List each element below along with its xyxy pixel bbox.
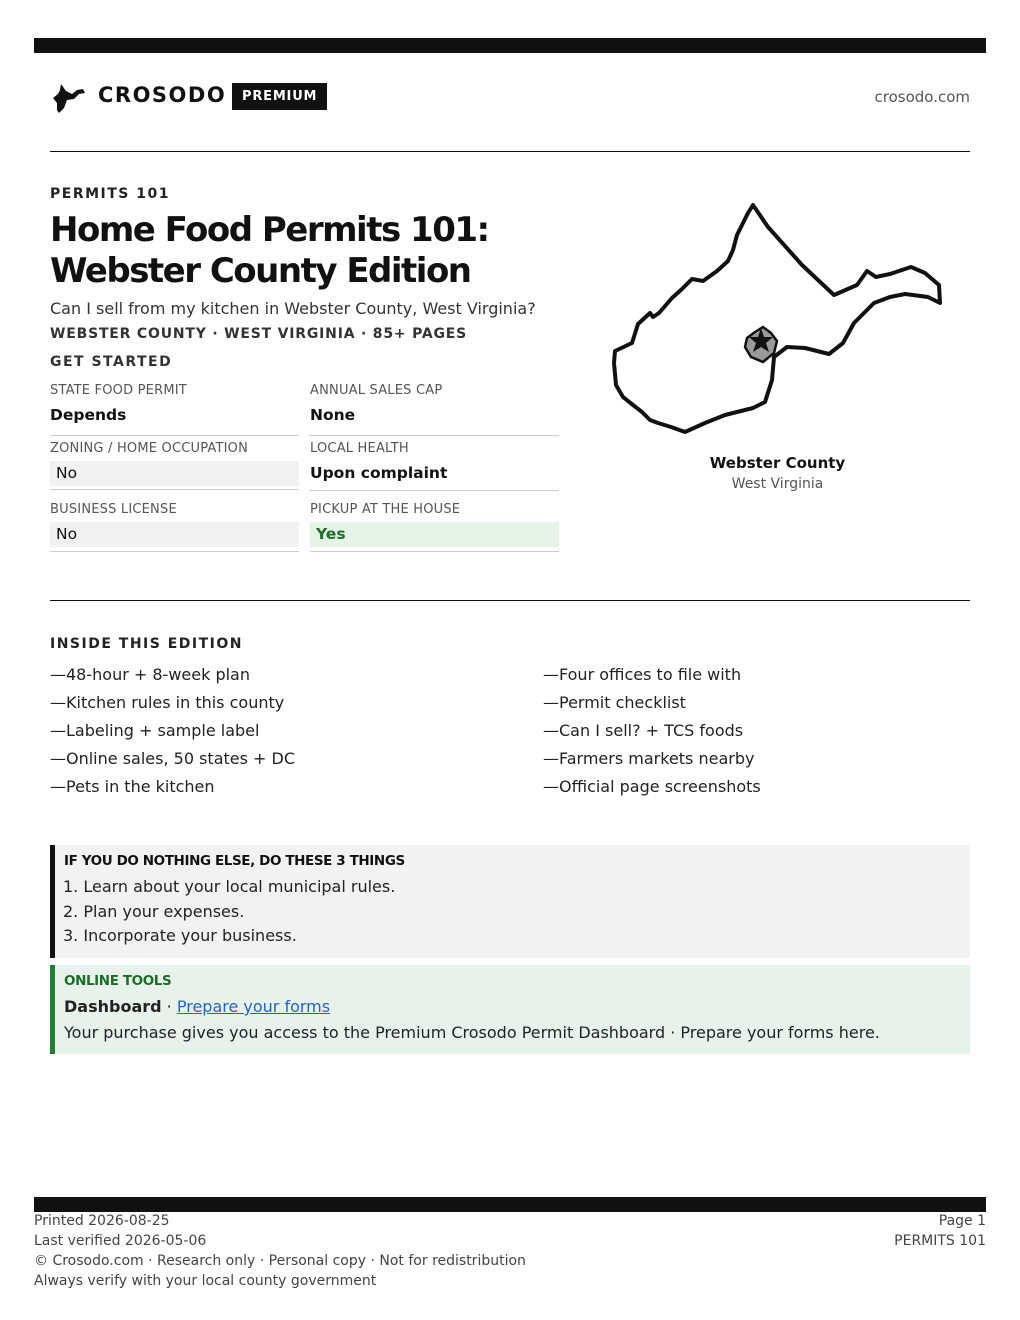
online-tools-body: Your purchase gives you access to the Premium Crosodo Permit Dashboard · Prepare your forms here. xyxy=(64,1023,880,1042)
fact-label: PICKUP AT THE HOUSE xyxy=(310,502,461,517)
fact-value: No xyxy=(50,522,299,547)
get-started-heading: GET STARTED xyxy=(50,354,173,370)
toc-item: —Permit checklist xyxy=(543,693,686,712)
toc-item: —Can I sell? + TCS foods xyxy=(543,721,744,740)
fact-pickup xyxy=(310,502,559,552)
header xyxy=(50,78,970,118)
inside-heading: INSIDE THIS EDITION xyxy=(50,636,243,652)
edition-meta: WEBSTER COUNTY · WEST VIRGINIA · 85+ PAGES xyxy=(50,326,468,342)
dashboard-line xyxy=(64,997,330,1016)
toc-right-column xyxy=(543,664,761,804)
fact-label: LOCAL HEALTH xyxy=(310,441,409,456)
toc-item: —Online sales, 50 states + DC xyxy=(50,749,296,768)
toc-left-column xyxy=(50,664,295,804)
section-kicker: PERMITS 101 xyxy=(50,186,170,202)
fact-value: Yes xyxy=(310,522,559,547)
title-line-2: Webster County Edition xyxy=(50,251,471,291)
toc-item: —Farmers markets nearby xyxy=(543,749,755,768)
premium-badge: PREMIUM xyxy=(232,83,327,110)
fact-annual-sales-cap xyxy=(310,383,559,436)
prepare-forms-link[interactable]: Prepare your forms xyxy=(176,997,331,1016)
fact-value: No xyxy=(50,461,299,486)
toc-item: —Four offices to file with xyxy=(543,665,742,684)
toc-item: —Kitchen rules in this county xyxy=(50,693,285,712)
must-do-callout xyxy=(50,845,970,958)
site-url[interactable]: crosodo.com xyxy=(874,88,970,106)
fact-value: Upon complaint xyxy=(310,464,448,482)
fact-value: Depends xyxy=(50,406,127,424)
fact-business-license xyxy=(50,502,299,552)
state-map xyxy=(605,195,950,440)
verify-advice: Always verify with your local county government xyxy=(34,1273,377,1289)
page-subtitle: Can I sell from my kitchen in Webster County, West Virginia? xyxy=(50,299,536,318)
map-county-name: Webster County xyxy=(709,454,846,472)
fact-label: ANNUAL SALES CAP xyxy=(310,383,443,398)
callout-heading: IF YOU DO NOTHING ELSE, DO THESE 3 THINGS xyxy=(64,853,405,869)
dashboard-label: Dashboard xyxy=(64,997,162,1016)
bottom-bar xyxy=(34,1197,986,1212)
toc-item: —48-hour + 8-week plan xyxy=(50,665,250,684)
section-divider xyxy=(50,600,970,601)
fact-value: None xyxy=(310,406,356,424)
callout-heading: ONLINE TOOLS xyxy=(64,973,172,989)
toc-item: —Pets in the kitchen xyxy=(50,777,215,796)
fact-label: BUSINESS LICENSE xyxy=(50,502,177,517)
toc-item: —Official page screenshots xyxy=(543,777,761,796)
map-state-name: West Virginia xyxy=(731,476,824,492)
state-outline xyxy=(614,205,940,432)
title-line-1: Home Food Permits 101: xyxy=(50,210,489,250)
fact-local-health xyxy=(310,441,559,491)
separator: · xyxy=(161,997,177,1016)
printed-date: Printed 2026-08-25 xyxy=(34,1213,170,1229)
must-do-item: 1. Learn about your local municipal rules. xyxy=(63,877,396,896)
west-virginia-state-icon xyxy=(52,80,88,116)
page-number: Page 1 xyxy=(938,1213,986,1229)
must-do-item: 2. Plan your expenses. xyxy=(63,902,245,921)
copyright-notice: © Crosodo.com · Research only · Personal copy · Not for redistribution xyxy=(34,1253,526,1269)
online-tools-callout xyxy=(50,965,970,1054)
verified-date: Last verified 2026-05-06 xyxy=(34,1233,207,1249)
fact-label: ZONING / HOME OCCUPATION xyxy=(50,441,249,456)
fact-zoning xyxy=(50,441,299,490)
must-do-item: 3. Incorporate your business. xyxy=(63,926,297,945)
top-bar xyxy=(34,38,986,53)
page-title xyxy=(50,210,590,292)
fact-label: STATE FOOD PERMIT xyxy=(50,383,187,398)
header-divider xyxy=(50,151,970,152)
fact-state-food-permit xyxy=(50,383,299,436)
brand-name: CROSODO xyxy=(98,83,227,107)
footer-section: PERMITS 101 xyxy=(894,1233,986,1249)
toc-item: —Labeling + sample label xyxy=(50,721,260,740)
